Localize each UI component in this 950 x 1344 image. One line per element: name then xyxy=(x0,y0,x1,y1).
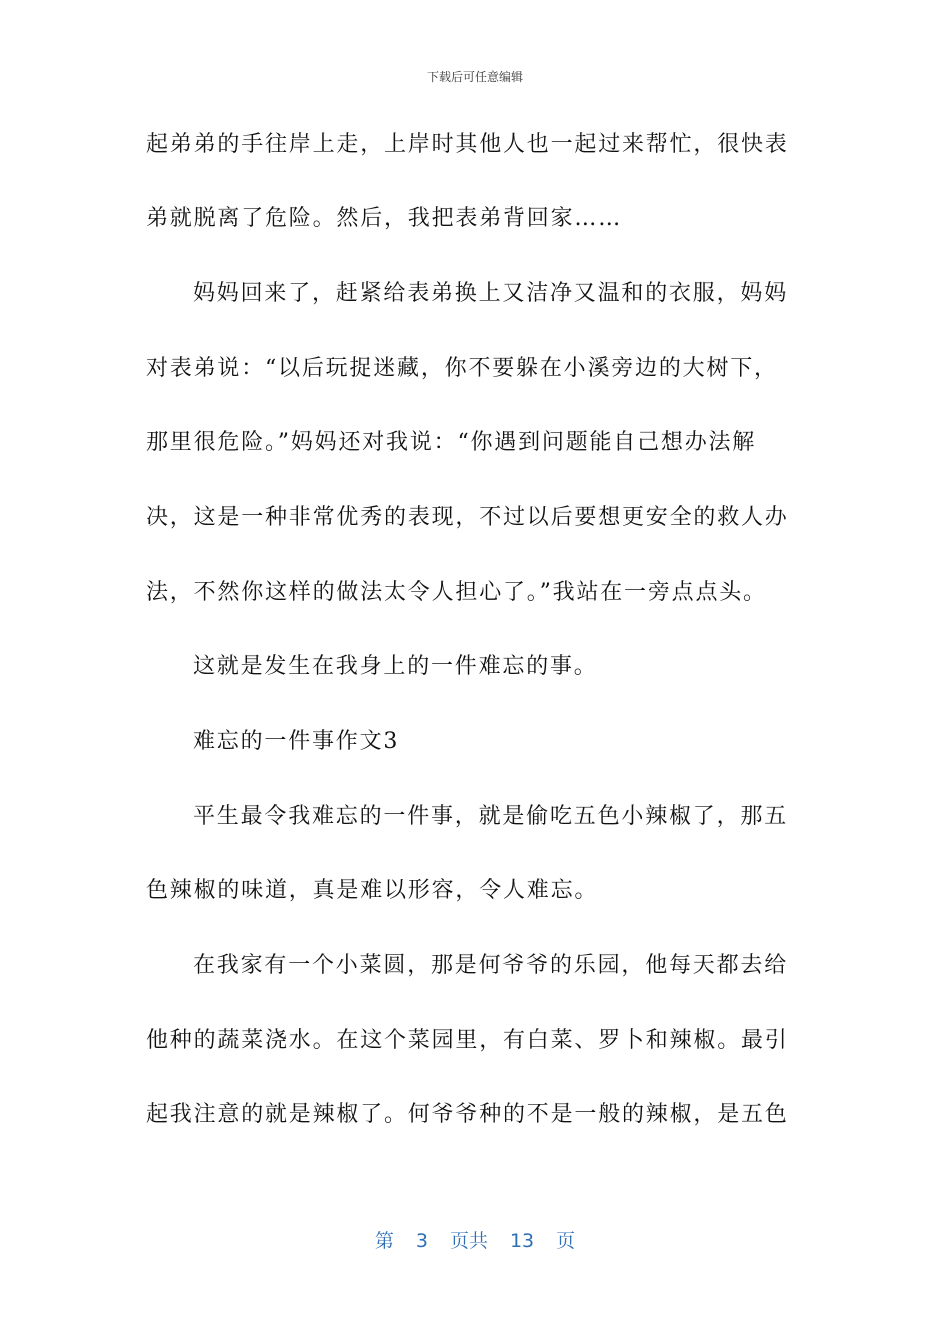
text-line: 这就是发生在我身上的一件难忘的事。 xyxy=(193,654,598,679)
page-header: 下载后可任意编辑 xyxy=(426,70,523,84)
text-line: 法，不然你这样的做法太令人担心了。”我站在一旁点点头。 xyxy=(146,580,767,605)
text-line: 色辣椒的味道，真是难以形容，令人难忘。 xyxy=(146,878,599,903)
text-line: 那里很危险。”妈妈还对我说：“你遇到问题能自己想办法解 xyxy=(146,430,757,455)
text-line: 决，这是一种非常优秀的表现，不过以后要想更安全的救人办 xyxy=(146,505,789,530)
text-line: 弟就脱离了危险。然后，我把表弟背回家…… xyxy=(146,206,623,231)
text-line: 他种的蔬菜浇水。在这个菜园里，有白菜、罗卜和辣椒。最引 xyxy=(146,1028,789,1053)
text-line: 平生最令我难忘的一件事，就是偷吃五色小辣椒了，那五 xyxy=(193,804,789,829)
footer-middle: 页共 xyxy=(449,1230,488,1252)
total-page-number: 13 xyxy=(509,1230,535,1252)
text-line: 对表弟说：“以后玩捉迷藏，你不要躲在小溪旁边的大树下， xyxy=(146,356,778,381)
footer-suffix: 页 xyxy=(556,1230,576,1252)
section-heading: 难忘的一件事作文3 xyxy=(193,729,400,754)
text-line: 起我注意的就是辣椒了。何爷爷种的不是一般的辣椒，是五色 xyxy=(146,1102,789,1127)
text-line: 在我家有一个小菜圆，那是何爷爷的乐园，他每天都去给 xyxy=(193,953,789,978)
page-footer xyxy=(0,1226,950,1253)
current-page-number: 3 xyxy=(415,1230,428,1252)
text-line: 起弟弟的手往岸上走，上岸时其他人也一起过来帮忙，很快表 xyxy=(146,132,789,157)
footer-prefix: 第 xyxy=(374,1230,394,1252)
text-line: 妈妈回来了，赶紧给表弟换上又洁净又温和的衣服，妈妈 xyxy=(193,281,789,306)
